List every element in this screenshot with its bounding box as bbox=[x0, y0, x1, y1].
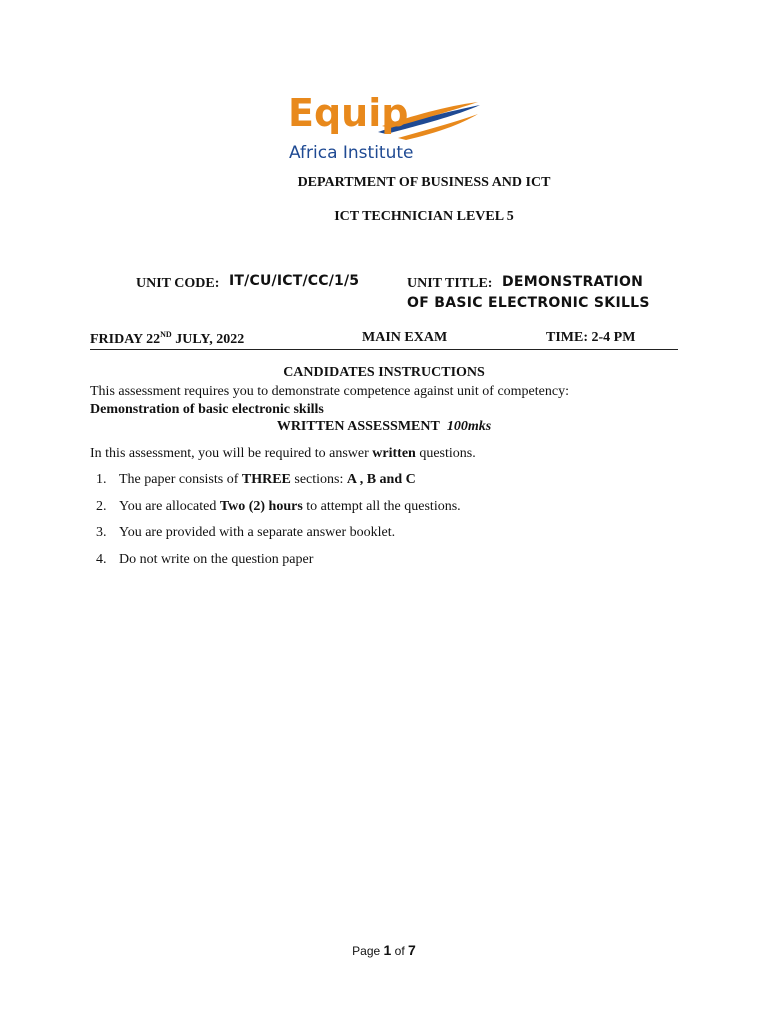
list-item: 1. The paper consists of THREE sections: A , B and C bbox=[96, 472, 416, 487]
page-footer: Page 1 of 7 bbox=[352, 942, 416, 958]
unit-title-value-line1: DEMONSTRATION bbox=[502, 274, 644, 290]
list-item: 4. Do not write on the question paper bbox=[96, 551, 314, 567]
unit-title-label: UNIT TITLE: bbox=[407, 276, 493, 291]
logo-brand-word: Equip bbox=[288, 91, 409, 135]
written-assessment-line: WRITTEN ASSESSMENT 100mks bbox=[276, 419, 492, 434]
list-item: 3. You are provided with a separate answer booklet. bbox=[96, 525, 396, 540]
instructions-heading: CANDIDATES INSTRUCTIONS bbox=[283, 365, 485, 380]
competency-text: Demonstration of basic electronic skills bbox=[90, 402, 324, 417]
equip-africa-institute-logo bbox=[286, 88, 482, 164]
unit-title-value-line2: OF BASIC ELECTRONIC SKILLS bbox=[407, 295, 650, 311]
intro-text: In this assessment, you will be required to answer written questions. bbox=[90, 446, 476, 461]
logo-brand-sub: Africa Institute bbox=[289, 143, 414, 163]
exam-time: TIME: 2-4 PM bbox=[546, 330, 636, 345]
requirement-text: This assessment requires you to demonstrate competence against unit of competency: bbox=[90, 384, 569, 399]
level-heading: ICT TECHNICIAN LEVEL 5 bbox=[334, 209, 514, 224]
exam-type: MAIN EXAM bbox=[362, 330, 448, 345]
header-divider bbox=[90, 349, 678, 350]
list-item: 2. You are allocated Two (2) hours to attempt all the questions. bbox=[96, 498, 461, 514]
department-heading: DEPARTMENT OF BUSINESS AND ICT bbox=[297, 175, 551, 190]
unit-code-value: IT/CU/ICT/CC/1/5 bbox=[229, 273, 360, 289]
instruction-list bbox=[90, 464, 461, 570]
exam-date: FRIDAY 22ND JULY, 2022 bbox=[90, 330, 245, 347]
unit-code-label: UNIT CODE: bbox=[136, 276, 220, 291]
